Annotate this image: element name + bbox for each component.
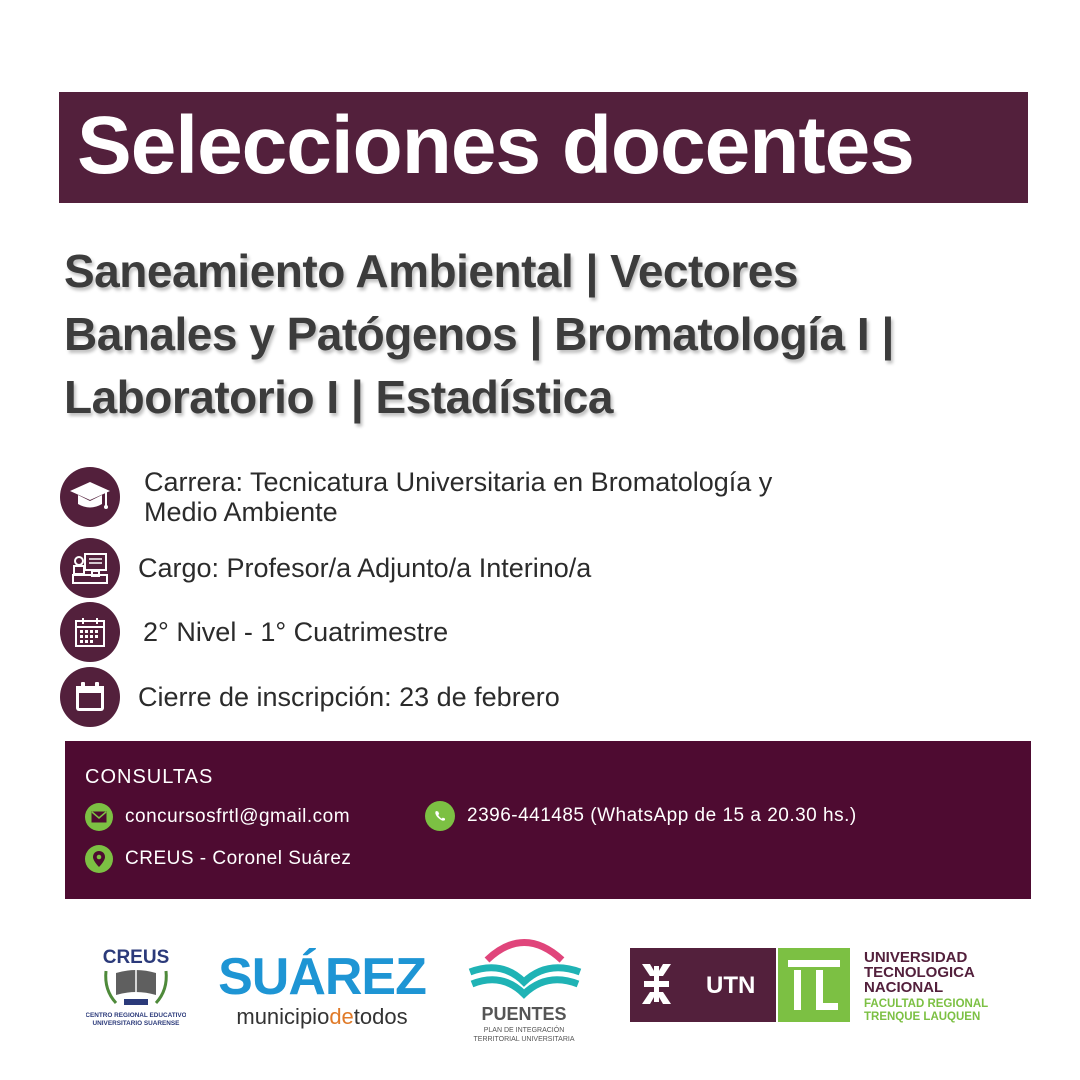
utn-logo <box>630 946 1000 1026</box>
calendar-icon <box>60 667 120 727</box>
email-contact[interactable] <box>85 803 350 831</box>
puentes-logo-name: PUENTES <box>481 1004 567 1024</box>
utn-logo-line-5: TRENQUE LAUQUEN <box>864 1011 981 1023</box>
creus-logo-line-2: UNIVERSITARIO SUARENSE <box>92 1020 180 1027</box>
subjects-line-3: Laboratorio I | Estadística <box>64 371 613 423</box>
graduation-cap-icon <box>60 467 120 527</box>
suarez-tagline-b: de <box>329 1004 354 1029</box>
subjects-line-2: Banales y Patógenos | Bromatología I | <box>64 308 894 360</box>
utn-logo-line-1: UNIVERSIDAD <box>864 949 968 966</box>
contact-panel <box>65 741 1031 899</box>
career-line-2: Medio Ambiente <box>144 497 338 527</box>
position-row <box>60 538 591 598</box>
deadline-text: Cierre de inscripción: 23 de febrero <box>138 682 560 712</box>
suarez-tagline-a: municipio <box>236 1004 330 1029</box>
creus-logo <box>86 945 186 1035</box>
location-text: CREUS - Coronel Suárez <box>125 848 352 869</box>
phone-text: 2396-441485 (WhatsApp de 15 a 20.30 hs.) <box>467 805 857 826</box>
suarez-tagline-c: todos <box>353 1004 408 1029</box>
puentes-logo-line-1: PLAN DE INTEGRACIÓN <box>483 1027 565 1034</box>
utn-logo-line-2: TECNOLOGICA <box>864 964 975 981</box>
title-banner <box>59 92 1028 203</box>
utn-logo-abbr: UTN <box>706 972 756 999</box>
deadline-row <box>60 667 560 727</box>
whatsapp-icon <box>425 801 455 831</box>
subjects-line-1: Saneamiento Ambiental | Vectores <box>64 245 798 297</box>
level-text: 2° Nivel - 1° Cuatrimestre <box>143 617 449 647</box>
utn-logo-line-3: NACIONAL <box>864 979 944 996</box>
teacher-board-icon <box>60 538 120 598</box>
career-line-1: Carrera: Tecnicatura Universitaria en Bromatología y <box>144 467 773 497</box>
level-row <box>60 602 448 662</box>
career-row <box>60 467 772 527</box>
puentes-logo-line-2: TERRITORIAL UNIVERSITARIA <box>473 1036 575 1043</box>
suarez-logo-name: SUÁREZ <box>218 948 426 1006</box>
utn-logo-line-4: FACULTAD REGIONAL <box>864 998 989 1010</box>
contact-heading: CONSULTAS <box>85 766 214 788</box>
position-text: Cargo: Profesor/a Adjunto/a Interino/a <box>138 553 592 583</box>
page-title: Selecciones docentes <box>77 100 914 191</box>
svg-text:municipiodetodos <box>236 1004 407 1029</box>
email-link[interactable]: concursosfrtl@gmail.com <box>125 806 351 827</box>
subjects-heading <box>64 240 1024 429</box>
email-icon <box>85 803 113 831</box>
puentes-logo <box>462 930 587 1045</box>
phone-contact[interactable] <box>425 801 857 831</box>
creus-logo-name: CREUS <box>102 947 170 968</box>
location-pin-icon <box>85 845 113 873</box>
suarez-logo <box>210 948 435 1033</box>
creus-logo-line-1: CENTRO REGIONAL EDUCATIVO <box>86 1012 186 1019</box>
location-contact <box>85 845 351 873</box>
calendar-grid-icon <box>60 602 120 662</box>
